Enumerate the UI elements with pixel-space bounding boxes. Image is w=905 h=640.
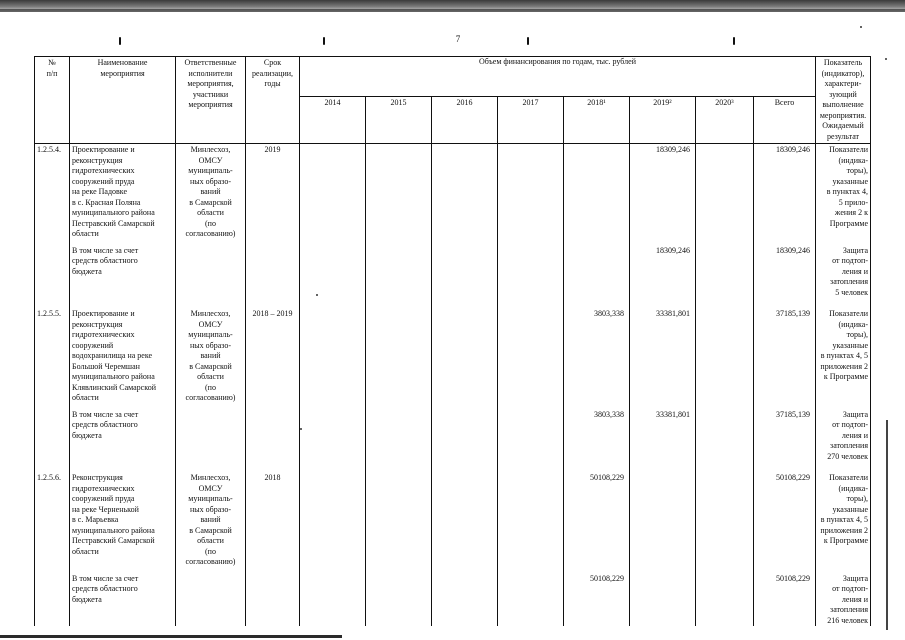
responsible-empty [176,404,246,463]
indicator: Показатели (индика- торы), указанные в пунктах 4, 5 прило- жения 2 к Программе [816,144,871,240]
row-number: 1.2.5.6. [35,472,70,568]
row-number-empty [35,404,70,463]
table-subrow [35,568,871,627]
spacer-cell [630,298,696,308]
funding-value: 18309,246 [630,240,696,299]
spacer-cell [70,298,176,308]
funding-value: 37185,139 [754,404,816,463]
header-term: Срок реализации, годы [246,57,300,144]
funding-value [630,472,696,568]
spacer-cell [498,298,564,308]
responsible: Минлесхоз, ОМСУ муниципаль- ных образо- ваний в Самарской области (по согласованию) [176,308,246,404]
funding-value [300,472,366,568]
table-subrow [35,240,871,299]
activity-name: Реконструкция гидротехнических сооружений пруда на реке Черненькой в с. Марьевка муниципального района Пестравский Самарской области [70,472,176,568]
funding-value: 3803,338 [564,404,630,463]
spacer-cell [564,298,630,308]
budget-source: В том числе за счет средств областного бюджета [70,404,176,463]
funding-value [564,240,630,299]
expected-result: Защита от подтоп- ления и затопления 216 человек [816,568,871,627]
row-number: 1.2.5.5. [35,308,70,404]
spacer-cell [70,462,176,472]
header-year: 2018¹ [564,97,630,144]
spacer-cell [754,462,816,472]
funding-value [366,240,432,299]
table-row [35,472,871,568]
spacer-cell [176,298,246,308]
row-number: 1.2.5.4. [35,144,70,240]
funding-value [696,144,754,240]
page-number: 7 [455,34,461,44]
funding-value: 33381,801 [630,308,696,404]
scan-speck [860,26,862,28]
table-body [35,144,871,627]
funding-value [498,568,564,627]
expected-result: Защита от подтоп- ления и затопления 270 человек [816,404,871,463]
spacer-cell [564,462,630,472]
funding-value [432,308,498,404]
implementation-term: 2018 – 2019 [246,308,300,404]
funding-value [696,240,754,299]
spacer-cell [696,298,754,308]
header-year: Всего [754,97,816,144]
funding-value [498,240,564,299]
funding-value: 50108,229 [754,568,816,627]
table-header [35,57,871,144]
spacer-cell [754,298,816,308]
funding-value: 18309,246 [754,240,816,299]
implementation-term: 2019 [246,144,300,240]
header-funding: Объем финансирования по годам, тыс. рублей [300,57,816,97]
budget-source: В том числе за счет средств областного бюджета [70,568,176,627]
funding-value [696,404,754,463]
spacer-cell [300,462,366,472]
funding-value [498,404,564,463]
table-row [35,308,871,404]
funding-value [432,568,498,627]
spacer-cell [816,298,871,308]
spacer-cell [35,462,70,472]
spacer-cell [35,298,70,308]
header-indicator: Показатель (индикатор), характери- зующий выполнение мероприятия. Ожидаемый результат [816,57,871,144]
header-year: 2020³ [696,97,754,144]
funding-value: 33381,801 [630,404,696,463]
funding-value: 18309,246 [630,144,696,240]
implementation-term: 2018 [246,472,300,568]
funding-value [432,144,498,240]
spacer-cell [366,462,432,472]
funding-value [432,240,498,299]
funding-value [300,308,366,404]
row-spacer [35,298,871,308]
funding-value [300,144,366,240]
responsible-empty [176,240,246,299]
funding-value [366,144,432,240]
header-name: Наименование мероприятия [70,57,176,144]
table-subrow [35,404,871,463]
scan-mark [527,37,529,45]
funding-value [300,240,366,299]
scan-top-edge [0,0,905,12]
funding-value: 3803,338 [564,308,630,404]
term-empty [246,240,300,299]
row-spacer [35,462,871,472]
budget-source: В том числе за счет средств областного бюджета [70,240,176,299]
scan-mark [323,37,325,45]
table-row [35,144,871,240]
responsible: Минлесхоз, ОМСУ муниципаль- ных образо- ваний в Самарской области (по согласованию) [176,472,246,568]
funding-value [366,472,432,568]
scan-speck [885,58,887,60]
responsible: Минлесхоз, ОМСУ муниципаль- ных образо- ваний в Самарской области (по согласованию) [176,144,246,240]
indicator: Показатели (индика- торы), указанные в пунктах 4, 5 приложения 2 к Программе [816,308,871,404]
funding-value [498,472,564,568]
funding-value [498,144,564,240]
header-year: 2017 [498,97,564,144]
term-empty [246,568,300,627]
funding-value [564,144,630,240]
funding-value [630,568,696,627]
funding-value [498,308,564,404]
term-empty [246,404,300,463]
funding-value: 50108,229 [564,568,630,627]
expected-result: Защита от подтоп- ления и затопления 5 человек [816,240,871,299]
spacer-cell [696,462,754,472]
activity-name: Проектирование и реконструкция гидротехнических сооружений водохранилища на реке Большой Черемшан муниципального района Клявлинский Самарской области [70,308,176,404]
funding-value [696,472,754,568]
funding-value [696,308,754,404]
spacer-cell [816,462,871,472]
responsible-empty [176,568,246,627]
funding-value [366,404,432,463]
activity-name: Проектирование и реконструкция гидротехнических сооружений пруда на реке Падовке в с. Красная Поляна муниципального района Пестравский Самарской области [70,144,176,240]
spacer-cell [366,298,432,308]
header-year: 2015 [366,97,432,144]
header-num: № п/п [35,57,70,144]
spacer-cell [630,462,696,472]
funding-value: 18309,246 [754,144,816,240]
row-number-empty [35,240,70,299]
scan-mark [733,37,735,45]
funding-value [300,404,366,463]
funding-value [432,472,498,568]
funding-value: 50108,229 [564,472,630,568]
funding-value [366,568,432,627]
funding-value [696,568,754,627]
scan-right-edge [886,420,888,630]
spacer-cell [432,462,498,472]
header-year: 2019² [630,97,696,144]
indicator: Показатели (индика- торы), указанные в пунктах 4, 5 приложения 2 к Программе [816,472,871,568]
funding-value [300,568,366,627]
spacer-cell [176,462,246,472]
header-responsible: Ответственные исполнители мероприятия, участники мероприятия [176,57,246,144]
funding-value [432,404,498,463]
header-year: 2016 [432,97,498,144]
funding-value: 50108,229 [754,472,816,568]
spacer-cell [432,298,498,308]
spacer-cell [246,462,300,472]
spacer-cell [246,298,300,308]
spacer-cell [300,298,366,308]
row-number-empty [35,568,70,627]
funding-value [366,308,432,404]
header-year: 2014 [300,97,366,144]
spacer-cell [498,462,564,472]
financing-table [34,56,871,627]
scan-bottom-edge [0,635,342,638]
funding-value: 37185,139 [754,308,816,404]
scan-mark [119,37,121,45]
